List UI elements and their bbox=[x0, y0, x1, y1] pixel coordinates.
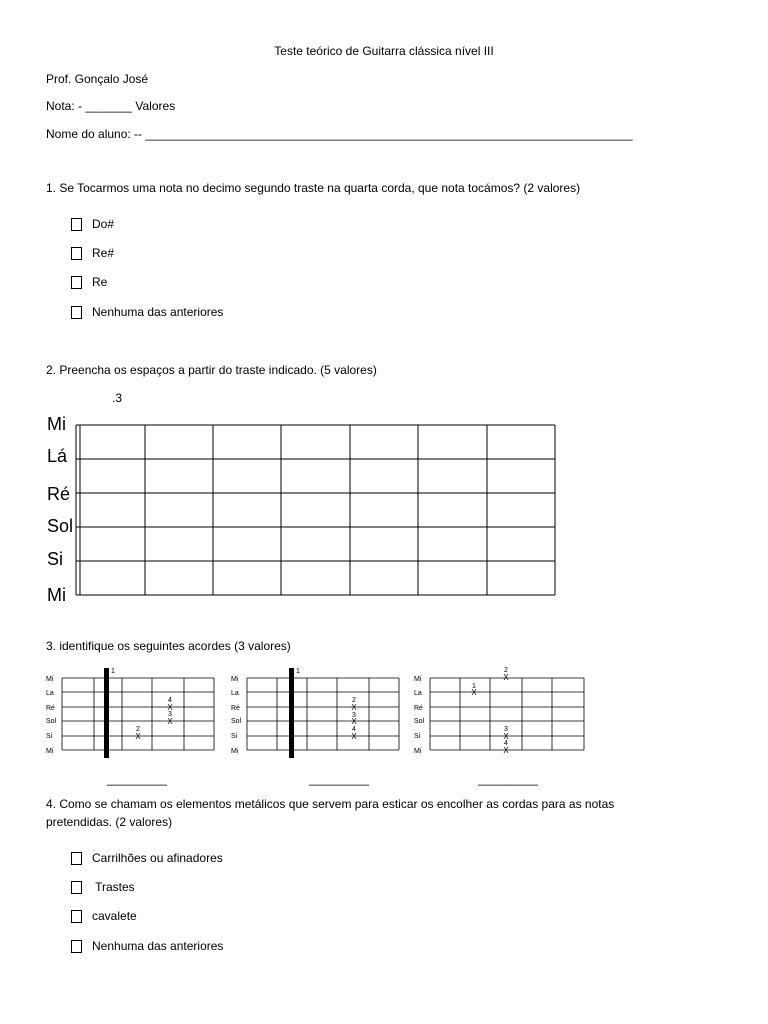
option-label: Nenhuma das anteriores bbox=[92, 939, 224, 953]
q1-option-2[interactable] bbox=[71, 246, 114, 260]
note-mark: X bbox=[503, 673, 509, 682]
finger-number: 2 bbox=[136, 726, 140, 733]
fret-marker: .3 bbox=[112, 391, 123, 405]
finger-number: 3 bbox=[352, 712, 356, 719]
string-label: Ré bbox=[231, 705, 240, 712]
chord-diagram-3 bbox=[412, 664, 588, 759]
string-label: Sol bbox=[414, 718, 425, 725]
question-2: 2. Preencha os espaços a partir do traste indicado. (5 valores) bbox=[46, 363, 377, 377]
string-label: La bbox=[414, 690, 422, 697]
barre bbox=[104, 668, 109, 758]
checkbox[interactable] bbox=[71, 276, 82, 289]
question-4-line-2: pretendidas. (2 valores) bbox=[46, 815, 173, 829]
chord-2-answer-blank[interactable]: _________ bbox=[309, 772, 370, 786]
checkbox[interactable] bbox=[71, 247, 82, 260]
student-name-line: Nome do aluno: -- _________________________________________________________________________ bbox=[46, 127, 633, 141]
finger-number: 4 bbox=[352, 726, 356, 733]
option-label: Re# bbox=[92, 246, 115, 260]
q1-option-1[interactable] bbox=[71, 217, 114, 231]
string-label: Mi bbox=[46, 676, 54, 683]
chord-3-answer-blank[interactable]: _________ bbox=[478, 772, 539, 786]
q4-option-3[interactable] bbox=[71, 909, 137, 923]
string-label: Ré bbox=[46, 705, 55, 712]
page-title: Teste teórico de Guitarra clássica nível III bbox=[274, 44, 494, 58]
fretboard-diagram bbox=[40, 410, 570, 610]
string-label: Si bbox=[47, 549, 64, 569]
finger-number: 3 bbox=[504, 726, 508, 733]
grade-line: Nota: - _______ Valores bbox=[46, 99, 176, 113]
finger-number: 3 bbox=[168, 711, 172, 718]
frets bbox=[76, 425, 555, 595]
string-label: Mi bbox=[231, 676, 239, 683]
string-label: Si bbox=[414, 733, 421, 740]
option-label: Trastes bbox=[92, 880, 135, 894]
option-label: Re bbox=[92, 275, 108, 289]
string-label: Mi bbox=[414, 748, 422, 755]
finger-number: 2 bbox=[352, 697, 356, 704]
chord-diagram-1 bbox=[44, 664, 220, 759]
note-mark: X bbox=[471, 688, 477, 697]
q4-option-2[interactable] bbox=[71, 880, 135, 894]
option-label: cavalete bbox=[92, 909, 137, 923]
checkbox[interactable] bbox=[71, 306, 82, 319]
question-1: 1. Se Tocarmos uma nota no decimo segundo traste na quarta corda, que nota tocámos? (2 valores) bbox=[46, 181, 581, 195]
note-mark: X bbox=[503, 746, 509, 755]
question-4-line-1: 4. Como se chamam os elementos metálicos que servem para esticar os encolher as cordas para as notas bbox=[46, 797, 615, 811]
string-label: Mi bbox=[47, 414, 66, 434]
checkbox[interactable] bbox=[71, 852, 82, 865]
string-label: Mi bbox=[231, 748, 239, 755]
barre bbox=[289, 668, 294, 758]
chord-1-answer-blank[interactable]: _________ bbox=[107, 772, 168, 786]
finger-number: 1 bbox=[472, 683, 476, 690]
q1-option-3[interactable] bbox=[71, 275, 107, 289]
q4-option-4[interactable] bbox=[71, 939, 223, 953]
checkbox[interactable] bbox=[71, 881, 82, 894]
option-label: Carrilhões ou afinadores bbox=[92, 851, 223, 865]
q4-option-1[interactable] bbox=[71, 851, 223, 865]
string-label: Sol bbox=[231, 718, 242, 725]
string-label: Sol bbox=[47, 516, 74, 536]
note-mark: X bbox=[503, 732, 509, 741]
string-label: Mi bbox=[414, 676, 422, 683]
checkbox[interactable] bbox=[71, 940, 82, 953]
barre-label: 1 bbox=[111, 668, 115, 675]
strings bbox=[76, 425, 555, 595]
option-label: Do# bbox=[92, 217, 115, 231]
finger-number: 2 bbox=[504, 667, 508, 674]
finger-number: 4 bbox=[168, 697, 172, 704]
string-label: Sol bbox=[46, 718, 57, 725]
note-mark: X bbox=[167, 717, 173, 726]
barre-label: 1 bbox=[296, 668, 300, 675]
chord-diagram-2 bbox=[229, 664, 401, 759]
option-label: Nenhuma das anteriores bbox=[92, 305, 224, 319]
chord-string-labels bbox=[46, 676, 57, 755]
string-label: Si bbox=[46, 733, 53, 740]
q1-option-4[interactable] bbox=[71, 305, 223, 319]
note-mark: X bbox=[351, 732, 357, 741]
note-mark: X bbox=[135, 732, 141, 741]
string-label: Mi bbox=[47, 585, 66, 605]
string-label: Si bbox=[231, 733, 238, 740]
string-label: La bbox=[46, 690, 54, 697]
note-mark: X bbox=[167, 703, 173, 712]
finger-number: 4 bbox=[504, 740, 508, 747]
question-3: 3. identifique os seguintes acordes (3 valores) bbox=[46, 639, 291, 653]
checkbox[interactable] bbox=[71, 910, 82, 923]
string-label: Ré bbox=[47, 484, 71, 504]
string-label: Mi bbox=[46, 748, 54, 755]
note-mark: X bbox=[351, 717, 357, 726]
professor-name: Prof. Gonçalo José bbox=[46, 72, 149, 86]
note-mark: X bbox=[351, 703, 357, 712]
string-label: La bbox=[231, 690, 239, 697]
string-label: Lá bbox=[47, 446, 68, 466]
string-label: Ré bbox=[414, 705, 423, 712]
checkbox[interactable] bbox=[71, 218, 82, 231]
